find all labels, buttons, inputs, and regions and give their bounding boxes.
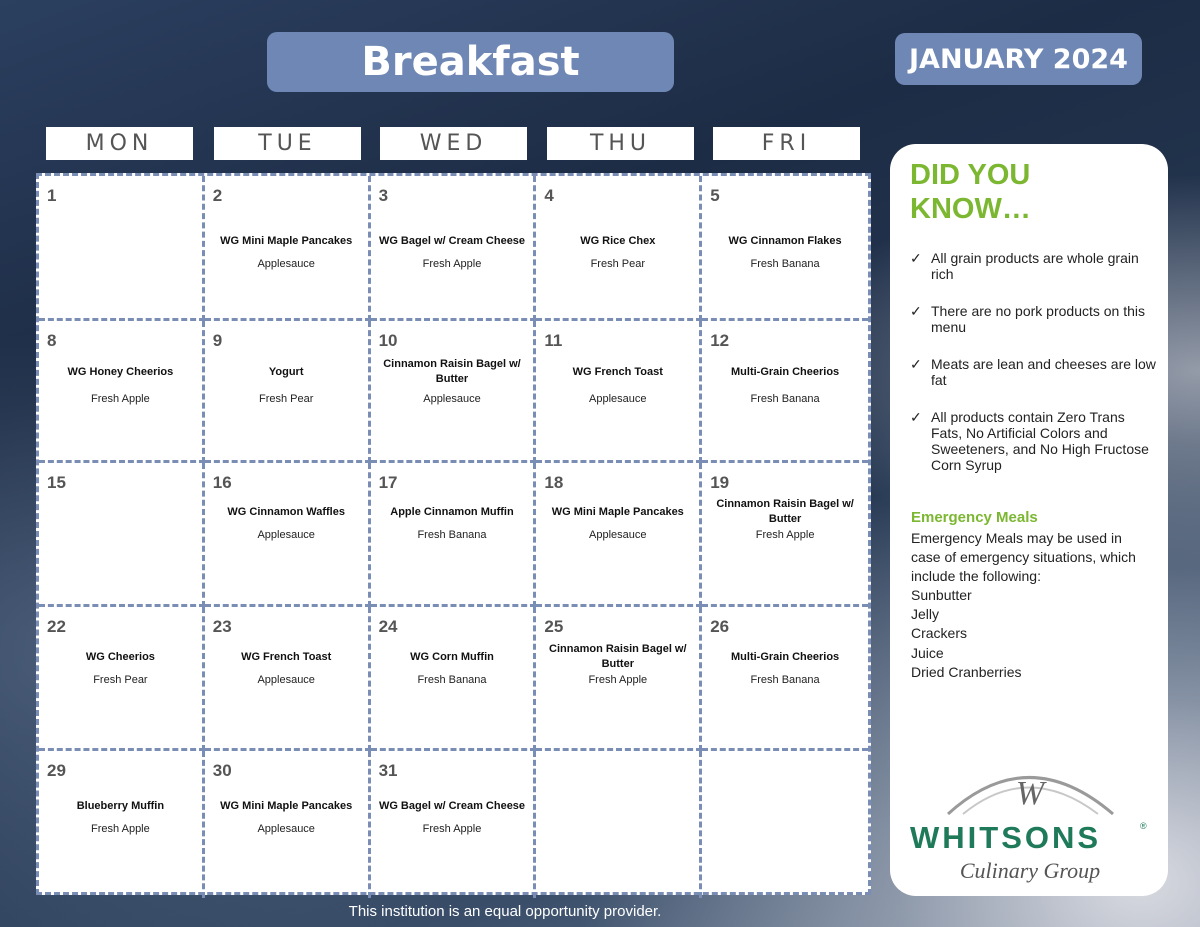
side-item: Fresh Pear [93,674,148,686]
day-header-thu: THU [547,127,694,160]
day-number: 12 [710,331,730,350]
calendar-day-cell [536,607,702,751]
logo-monogram: W [1015,775,1045,812]
fact-text: All grain products are whole grain rich [931,250,1139,282]
calendar-day-cell [371,463,537,607]
side-item: Fresh Apple [422,258,482,270]
day-number: 8 [47,331,57,350]
entree-name: WG Mini Maple Pancakes [551,506,684,518]
calendar-day-cell [205,751,371,898]
entree-name: WG French Toast [572,366,663,378]
entree-name: WG Cheerios [85,651,155,663]
entree-name: WG Bagel w/ Cream Cheese [378,800,526,812]
fact-text: Meats are lean and cheeses are low fat [931,356,1156,388]
calendar-day-cell [39,321,205,463]
side-item: Applesauce [257,823,315,835]
day-number: 18 [544,473,564,492]
side-item: Fresh Banana [417,529,487,541]
side-item: Fresh Banana [750,393,820,405]
side-item: Fresh Banana [750,674,820,686]
fact-text: There are no pork products on this menu [931,303,1146,335]
side-item: Fresh Pear [258,393,314,405]
calendar-grid [36,173,871,895]
emergency-item: Sunbutter [911,587,972,603]
logo-registered: ® [1140,821,1147,831]
entree-name: WG Honey Cheerios [67,366,174,378]
emergency-item: Dried Cranberries [911,663,1022,680]
calendar-day-cell [371,607,537,751]
entree-name: Apple Cinnamon Muffin [390,506,514,518]
entree-name: WG Mini Maple Pancakes [220,235,353,247]
check-icon: ✓ [910,303,922,319]
day-header-tue: TUE [214,127,361,160]
day-number: 3 [378,186,389,205]
side-item: Fresh Banana [417,674,487,686]
day-header-wed: WED [380,127,527,160]
did-you-know-heading [910,158,1031,226]
entree-name: WG Corn Muffin [410,651,494,663]
emergency-meals-text: Emergency Meals may be used in case of emergency situations, which include the following: [911,530,1136,584]
day-number: 4 [544,186,554,205]
entree-name: WG Cinnamon Waffles [227,506,345,518]
fact-item [910,356,1156,388]
entree-name: Multi-Grain Cheerios [731,651,840,663]
day-header-fri: FRI [713,127,860,160]
side-item: Applesauce [589,529,647,541]
heading-line-2: KNOW… [910,193,1031,225]
day-number: 15 [47,473,66,492]
calendar-day-cell [205,607,371,751]
day-number: 5 [710,186,720,205]
side-item: Fresh Apple [755,529,815,541]
side-item: Applesauce [423,393,481,405]
entree-name: Blueberry Muffin [76,800,165,812]
heading-line-1: DID YOU [910,159,1031,191]
whitsons-logo [908,756,1153,886]
day-number: 9 [212,331,223,350]
calendar-day-cell [371,176,537,321]
side-item: Applesauce [257,674,315,686]
check-icon: ✓ [910,250,922,266]
emergency-item: Juice [911,644,944,661]
fact-item [910,250,1156,282]
side-item: Fresh Banana [750,258,820,270]
day-number: 16 [212,473,232,492]
check-icon: ✓ [910,409,922,425]
side-item: Applesauce [257,258,315,270]
calendar-day-cell [39,607,205,751]
did-you-know-panel [890,144,1168,896]
entree-name: Multi-Grain Cheerios [731,366,840,378]
day-number: 23 [212,617,232,636]
logo-name: WHITSONS [910,820,1102,855]
menu-title: Breakfast [267,32,674,92]
day-number: 24 [378,617,398,636]
entree-name: WG Bagel w/ Cream Cheese [378,235,526,247]
calendar-day-cell [39,176,205,321]
calendar-day-cell [702,321,868,463]
day-number: 29 [47,761,66,780]
side-item: Fresh Apple [91,823,150,835]
calendar-day-cell [536,463,702,607]
calendar-day-cell [205,176,371,321]
day-number: 2 [212,186,223,205]
calendar-day-cell [39,751,205,898]
side-item: Applesauce [257,529,315,541]
calendar-day-cell [205,463,371,607]
emergency-items-list [911,586,1021,682]
day-number: 26 [710,617,730,636]
entree-name: WG Rice Chex [580,235,656,247]
side-item: Applesauce [589,393,647,405]
side-item: Fresh Apple [588,674,648,686]
side-item: Fresh Pear [590,258,645,270]
footer-notice: This institution is an equal opportunity provider. [348,903,662,920]
calendar-day-cell [702,751,868,898]
calendar-day-cell [536,321,702,463]
entree-name: Yogurt [268,366,304,378]
facts-list [910,250,1156,494]
logo-tagline: Culinary Group [959,858,1101,883]
side-item: Fresh Apple [91,393,150,405]
day-header-mon: MON [46,127,193,160]
calendar-day-cell [205,321,371,463]
entree-name: WG Mini Maple Pancakes [220,800,353,812]
day-number: 22 [47,617,66,636]
day-number: 17 [378,473,398,492]
fact-text: All products contain Zero Trans Fats, No Artificial Colors and Sweeteners, and No High Fructose Corn Syrup [931,409,1149,473]
side-item: Fresh Apple [422,823,482,835]
calendar-day-cell [371,751,537,898]
calendar-day-cell [536,751,702,898]
calendar-day-cell [702,463,868,607]
check-icon: ✓ [910,356,922,372]
calendar-day-cell [536,176,702,321]
month-label: JANUARY 2024 [895,33,1142,85]
day-number: 19 [710,473,730,492]
calendar-day-cell [39,463,205,607]
calendar-day-cell [702,176,868,321]
entree-name: Cinnamon Raisin Bagel w/ Butter [383,358,521,385]
day-number: 30 [212,761,232,780]
calendar-day-cell [702,607,868,751]
emergency-meals-title: Emergency Meals [911,509,1038,526]
entree-name: WG Cinnamon Flakes [728,235,842,247]
entree-name: WG French Toast [241,651,332,663]
day-number: 10 [378,331,398,350]
entree-name: Cinnamon Raisin Bagel w/ Butter [549,643,687,670]
fact-item [910,303,1156,335]
entree-name: Cinnamon Raisin Bagel w/ Butter [716,498,854,525]
day-number: 11 [544,331,563,350]
day-number: 31 [378,761,398,780]
day-number: 25 [544,617,564,636]
calendar-day-cell [371,321,537,463]
fact-item [910,409,1156,473]
emergency-item: Crackers [911,625,968,642]
day-number: 1 [47,186,57,205]
emergency-item: Jelly [911,606,940,623]
